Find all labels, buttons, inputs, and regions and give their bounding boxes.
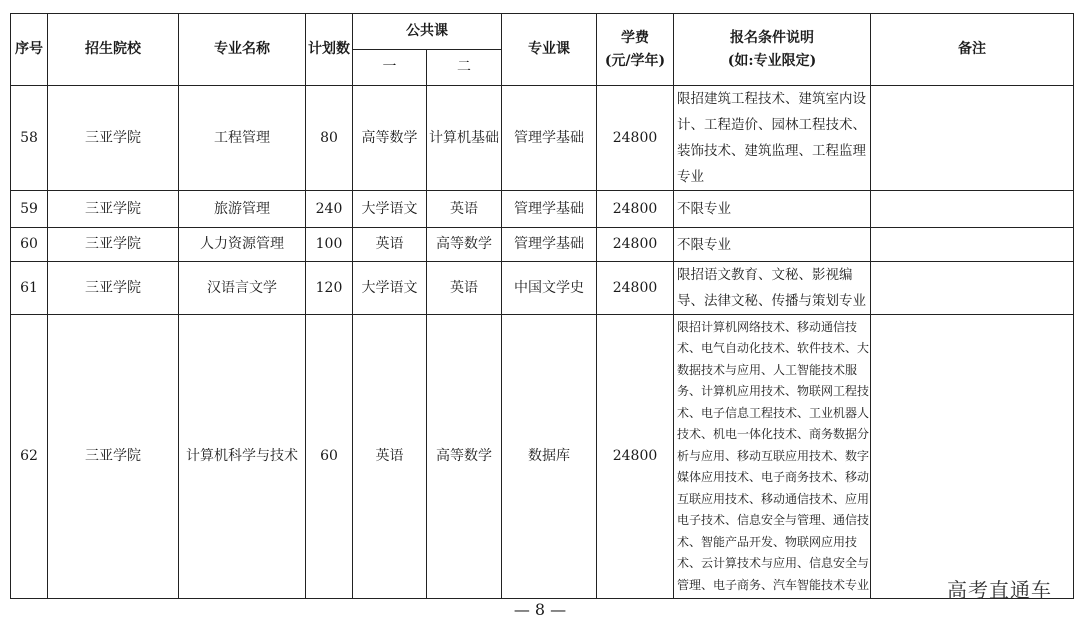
header-school: 招生院校 xyxy=(48,14,179,86)
cell-condition: 不限专业 xyxy=(674,228,871,262)
cell-pub1: 大学语文 xyxy=(353,262,427,315)
cell-seq: 58 xyxy=(11,86,48,191)
cell-remark xyxy=(871,191,1074,228)
cell-plan: 240 xyxy=(306,191,353,228)
cell-pub1: 英语 xyxy=(353,315,427,599)
cell-condition: 限招建筑工程技术、建筑室内设计、工程造价、园林工程技术、装饰技术、建筑监理、工程监理专业 xyxy=(674,86,871,191)
header-major: 专业名称 xyxy=(179,14,306,86)
header-remark: 备注 xyxy=(871,14,1074,86)
cell-remark xyxy=(871,86,1074,191)
cell-major: 工程管理 xyxy=(179,86,306,191)
cell-major-course: 中国文学史 xyxy=(502,262,597,315)
cell-school: 三亚学院 xyxy=(48,315,179,599)
cell-pub2: 英语 xyxy=(427,191,502,228)
cell-major: 旅游管理 xyxy=(179,191,306,228)
cell-major-course: 管理学基础 xyxy=(502,191,597,228)
cell-plan: 100 xyxy=(306,228,353,262)
cell-major-course: 管理学基础 xyxy=(502,228,597,262)
table-row xyxy=(11,86,1074,191)
table-row xyxy=(11,228,1074,262)
cell-major: 汉语言文学 xyxy=(179,262,306,315)
header-major-course: 专业课 xyxy=(502,14,597,86)
cell-seq: 60 xyxy=(11,228,48,262)
cell-pub2: 高等数学 xyxy=(427,228,502,262)
cell-school: 三亚学院 xyxy=(48,228,179,262)
header-condition xyxy=(674,14,871,86)
cell-remark xyxy=(871,262,1074,315)
cell-tuition: 24800 xyxy=(597,191,674,228)
watermark: 高考直通车 xyxy=(947,578,1052,602)
cell-pub1: 大学语文 xyxy=(353,191,427,228)
cell-remark xyxy=(871,228,1074,262)
cell-school: 三亚学院 xyxy=(48,86,179,191)
cell-remark xyxy=(871,315,1074,599)
cell-plan: 60 xyxy=(306,315,353,599)
cell-tuition: 24800 xyxy=(597,262,674,315)
cell-school: 三亚学院 xyxy=(48,262,179,315)
table-row xyxy=(11,191,1074,228)
cell-pub2: 英语 xyxy=(427,262,502,315)
cell-condition: 不限专业 xyxy=(674,191,871,228)
header-public-course: 公共课 xyxy=(353,14,502,50)
header-public-2: 二 xyxy=(427,50,502,86)
cell-pub2: 计算机基础 xyxy=(427,86,502,191)
header-tuition xyxy=(597,14,674,86)
cell-pub1: 英语 xyxy=(353,228,427,262)
cell-condition: 限招语文教育、文秘、影视编导、法律文秘、传播与策划专业 xyxy=(674,262,871,315)
cell-plan: 120 xyxy=(306,262,353,315)
cell-pub1: 高等数学 xyxy=(353,86,427,191)
cell-major-course: 数据库 xyxy=(502,315,597,599)
admission-table xyxy=(10,13,1074,599)
cell-seq: 61 xyxy=(11,262,48,315)
cell-major-course: 管理学基础 xyxy=(502,86,597,191)
cell-seq: 59 xyxy=(11,191,48,228)
cell-condition: 限招计算机网络技术、移动通信技术、电气自动化技术、软件技术、大数据技术与应用、人工智能技术服务、计算机应用技术、物联网工程技术、电子信息工程技术、工业机器人技术、机电一体化技术、商务数据分析与应用、移动互联应用技术、数字媒体应用技术、电子商务技术、移动互联应用技术、移动通信技术、应用电子技术、信息安全与管理、通信技术、智能产品开发、物联网应用技术、云计算技术与应用、信息安全与管理、电子商务、汽车智能技术专业 xyxy=(674,315,871,599)
cell-tuition: 24800 xyxy=(597,86,674,191)
page-number: — 8 — xyxy=(513,600,567,619)
cell-seq: 62 xyxy=(11,315,48,599)
cell-major: 人力资源管理 xyxy=(179,228,306,262)
table-row xyxy=(11,262,1074,315)
table-row xyxy=(11,315,1074,599)
cell-plan: 80 xyxy=(306,86,353,191)
cell-major: 计算机科学与技术 xyxy=(179,315,306,599)
header-seq: 序号 xyxy=(11,14,48,86)
header-public-1: 一 xyxy=(353,50,427,86)
header-condition-sub: (如:专业限定) xyxy=(727,52,817,69)
cell-pub2: 高等数学 xyxy=(427,315,502,599)
cell-tuition: 24800 xyxy=(597,315,674,599)
cell-tuition: 24800 xyxy=(597,228,674,262)
header-tuition-unit: (元/学年) xyxy=(604,52,666,69)
cell-school: 三亚学院 xyxy=(48,191,179,228)
header-plan: 计划数 xyxy=(306,14,353,86)
header-condition-label: 报名条件说明 xyxy=(730,29,814,46)
header-tuition-label: 学费 xyxy=(621,29,649,46)
